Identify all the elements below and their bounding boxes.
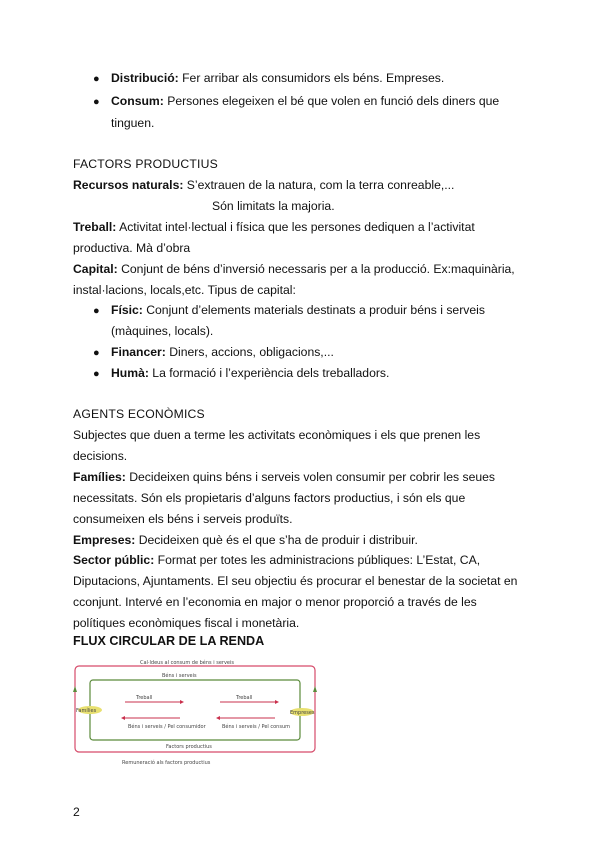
text-capital: Conjunt de béns d’inversió necessaris per a la producció. Ex:maquinària, [117, 262, 515, 276]
label-arrow2: Treball [236, 695, 253, 701]
text-distribucio: Fer arribar als consumidors els béns. Empreses. [178, 71, 445, 85]
term-consum: Consum: [111, 94, 164, 108]
term-capital: Capital: [73, 262, 118, 276]
text-families-cont-1: necessitats. Són els propietaris d’alguns factors productius, i són els que [73, 491, 466, 505]
term-financer: Financer: [111, 345, 166, 359]
agents-intro-1: Subjectes que duen a terme les activitats econòmiques i els que prenen les [73, 428, 481, 442]
flux-diagram [70, 656, 322, 768]
label-arrow1: Treball [136, 695, 153, 701]
bullet-financer [93, 344, 334, 361]
para-recursos [73, 177, 454, 193]
text-treball: Activitat intel·lectual i física que les persones dediquen a l’activitat [116, 220, 475, 234]
bullet-dot: ● [93, 368, 100, 380]
term-distribucio: Distribució: [111, 71, 179, 85]
text-sector-cont-1: Diputacions, Ajuntaments. El seu objectiu és procurar el benestar de la societat en [73, 574, 518, 588]
bullet-dot: ● [93, 96, 100, 108]
text-families-cont-2: consumeixen els béns i serveis produïts. [73, 512, 293, 526]
text-sector-cont-2: cconjunt. Intervé en l’economia en major o menor proporció a través de les [73, 595, 477, 609]
term-empreses: Empreses: [73, 533, 136, 547]
bullet-fisic [93, 302, 485, 319]
page-number: 2 [73, 805, 80, 819]
arrowhead [180, 700, 184, 704]
text-consum-cont: tinguen. [111, 116, 155, 130]
term-huma: Humà: [111, 366, 149, 380]
text-families: Decideixen quins béns i serveis volen consumir per cobrir les seues [125, 470, 496, 484]
bullet-distribucio [93, 70, 444, 87]
para-empreses [73, 532, 418, 548]
arrowhead [275, 700, 279, 704]
text-sector: Format per totes les administracions públiques: L’Estat, CA, [154, 553, 481, 567]
text-capital-cont: instal·lacions, locals,etc. Tipus de capital: [73, 283, 296, 297]
text-consum: Persones elegeixen el bé que volen en funció dels diners que [163, 94, 500, 108]
bullet-huma [93, 365, 389, 382]
label-lend-right: Béns i serveis / Pel consum [222, 724, 290, 730]
text-financer: Diners, accions, obligacions,... [165, 345, 334, 359]
bullet-dot: ● [93, 73, 100, 85]
para-sector [73, 552, 480, 568]
label-bottom: Remuneració als factors productius [122, 760, 211, 766]
term-fisic: Físic: [111, 303, 143, 317]
label-inner-bottom: Factors productius [166, 744, 212, 750]
heading-flux: FLUX CIRCULAR DE LA RENDA [73, 634, 265, 648]
label-lend-left: Béns i serveis / Pel consumidor [128, 724, 206, 730]
heading-agents: AGENTS ECONÒMICS [73, 407, 205, 421]
text-treball-cont: productiva. Mà d’obra [73, 241, 191, 255]
text-huma: La formació i l’experiència dels treballadors. [148, 366, 390, 380]
bullet-dot: ● [93, 347, 100, 359]
text-recursos: S’extrauen de la natura, com la terra conreable,... [183, 178, 455, 192]
para-treball [73, 219, 475, 235]
label-inner-top: Béns i serveis [162, 673, 197, 679]
term-treball: Treball: [73, 220, 117, 234]
text-fisic-cont: (màquines, locals). [111, 324, 214, 338]
text-recursos-cont: Són limitats la majoria. [212, 199, 335, 213]
arrowhead [73, 686, 77, 692]
term-sector: Sector públic: [73, 553, 155, 567]
term-recursos: Recursos naturals: [73, 178, 184, 192]
text-empreses: Decideixen què és el que s’ha de produir i distribuir. [135, 533, 418, 547]
bullet-consum [93, 93, 499, 110]
text-fisic: Conjunt d’elements materials destinats a produir béns i serveis [142, 303, 485, 317]
agents-intro-2: decisions. [73, 449, 128, 463]
arrowhead [313, 686, 317, 692]
arrowhead [121, 716, 125, 720]
para-capital [73, 261, 515, 277]
label-families: Famílies [76, 708, 97, 714]
para-families [73, 469, 495, 485]
text-sector-cont-3: polítiques econòmiques fiscal i monetària. [73, 616, 300, 630]
term-families: Famílies: [73, 470, 126, 484]
label-top: Cal·ldeus al consum de béns i serveis [140, 660, 234, 666]
label-empreses: Empreses [290, 710, 315, 716]
arrowhead [216, 716, 220, 720]
inner-loop [90, 680, 300, 740]
bullet-dot: ● [93, 305, 100, 317]
heading-factors: FACTORS PRODUCTIUS [73, 157, 218, 171]
